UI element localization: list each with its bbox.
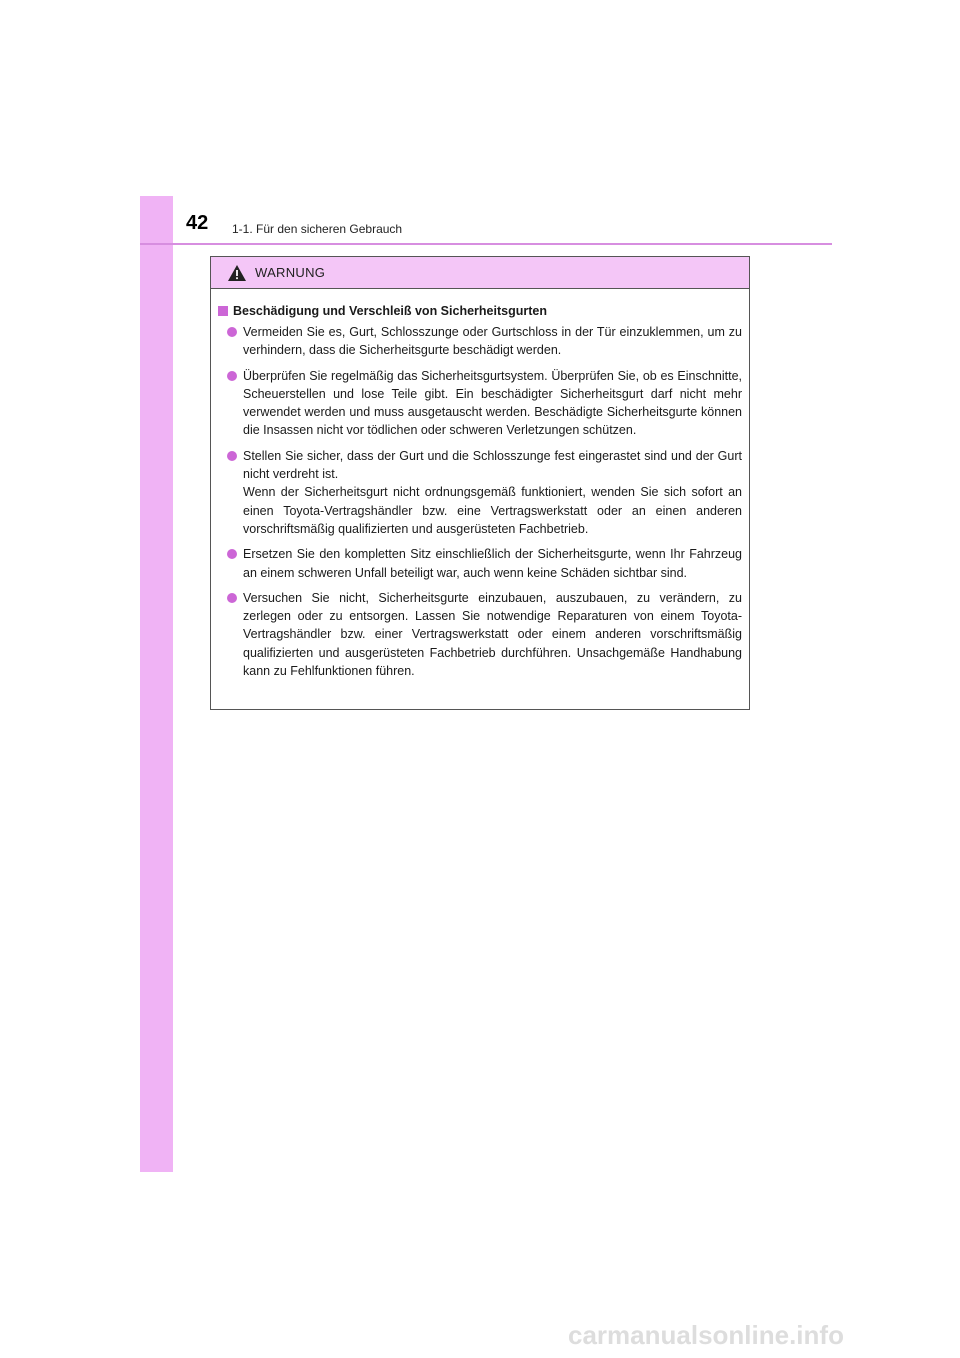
list-item-text	[243, 323, 742, 360]
paragraph: Vermeiden Sie es, Gurt, Schlosszunge oder Gurtschloss in der Tür einzuklemmen, um zu verhindern, dass die Sicherheitsgurte beschädigt werden.	[243, 325, 742, 358]
warning-heading-text: Beschädigung und Verschleiß von Sicherheitsgurten	[233, 304, 547, 318]
header-rule	[140, 243, 832, 245]
square-bullet-icon	[218, 306, 228, 316]
dot-bullet-icon	[227, 593, 237, 603]
warning-box	[210, 256, 750, 710]
page-number: 42	[186, 212, 209, 234]
warning-title: WARNUNG	[255, 265, 326, 280]
list-item	[227, 545, 742, 582]
list-item-text	[243, 447, 742, 538]
paragraph: Wenn der Sicherheitsgurt nicht ordnungsgemäß funktioniert, wenden Sie sich sofort an einen Toyota-Vertragshändler bzw. eine Vertragswerkstatt oder an einen anderen vorschriftsmäßig qualifizierten und ausgerüsteten Fachbetrieb.	[243, 485, 742, 536]
list-item	[227, 589, 742, 680]
svg-text:carmanualsonline.info: carmanualsonline.info	[568, 1320, 844, 1350]
warning-heading	[218, 302, 742, 320]
list-item	[227, 323, 742, 360]
warning-body	[211, 289, 749, 680]
dot-bullet-icon	[227, 451, 237, 461]
section-title: 1-1. Für den sicheren Gebrauch	[232, 222, 403, 236]
list-item-text	[243, 367, 742, 440]
warning-triangle-icon	[227, 264, 247, 282]
paragraph: Überprüfen Sie regelmäßig das Sicherheitsgurtsystem. Überprüfen Sie, ob es Einschnitte, Scheuerstellen und lose Teile gibt. Ein beschädigter Sicherheitsgurt darf nicht mehr verwendet werden und muss ausgetauscht werden. Beschädigte Sicherheitsgurte können die Insassen nicht vor tödlichen oder schweren Verletzungen schützen.	[243, 368, 742, 438]
warning-header	[211, 257, 749, 289]
list-item	[227, 447, 742, 538]
list-item-text	[243, 545, 742, 582]
chapter-side-tab	[140, 196, 173, 1172]
paragraph: Versuchen Sie nicht, Sicherheitsgurte einzubauen, auszubauen, zu verändern, zu zerlegen oder zu entsorgen. Lassen Sie notwendige Reparaturen von einem Toyota-Vertragshändler bzw. einer Vertragswerkstatt oder einem anderen vorschriftsmäßig qualifizierten und ausgerüsteten Fachbetrieb durchführen. Unsachgemäße Handhabung kann zu Fehlfunktionen führen.	[243, 590, 742, 679]
list-item	[227, 367, 742, 440]
list-item-text	[243, 589, 742, 680]
paragraph: Ersetzen Sie den kompletten Sitz einschließlich der Sicherheitsgurte, wenn Ihr Fahrzeug an einem schweren Unfall beteiligt war, auch wenn keine Schäden sichtbar sind.	[243, 547, 742, 580]
dot-bullet-icon	[227, 327, 237, 337]
dot-bullet-icon	[227, 549, 237, 559]
paragraph: Stellen Sie sicher, dass der Gurt und die Schlosszunge fest eingerastet sind und der Gurt nicht verdreht ist.	[243, 448, 742, 482]
watermark-logo	[568, 1318, 948, 1350]
dot-bullet-icon	[227, 371, 237, 381]
